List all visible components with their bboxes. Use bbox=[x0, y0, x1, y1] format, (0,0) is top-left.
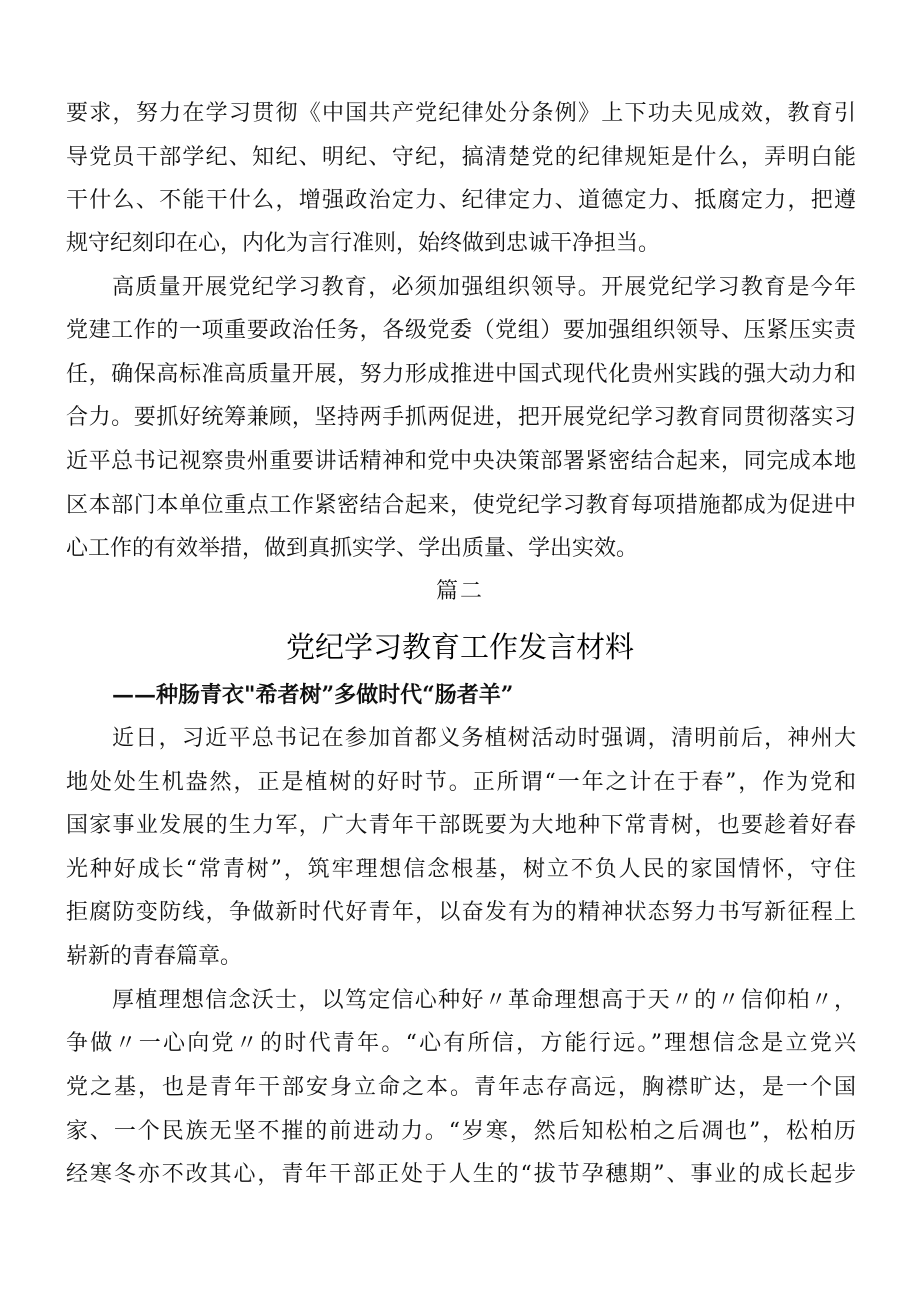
para1-line-1: 要求，努力在学习贯彻《中国共产党纪律处分条例》上下功夫见成效，教育引 bbox=[66, 101, 856, 126]
para4-line-5: 经寒冬亦不改其心，青年干部正处于人生的“拔节孕穗期”、事业的成长起步 bbox=[66, 1162, 856, 1187]
section-label: 篇二 bbox=[435, 579, 484, 604]
para4-line-4: 家、一个民族无坚不摧的前进动力。“岁寒，然后知松柏之后凋也”，松柏历 bbox=[66, 1119, 856, 1144]
para4-line-1: 厚植理想信念沃士，以笃定信心种好〃革命理想高于天〃的〃信仰柏〃， bbox=[112, 988, 856, 1013]
para4-line-2: 争做〃一心向党〃的时代青年。“心有所信，方能行远。”理想信念是立党兴 bbox=[66, 1031, 856, 1056]
para3-line-4: 光种好成长“常青树”，筑牢理想信念根基，树立不负人民的家国情怀，守住 bbox=[66, 857, 856, 882]
para3-line-2: 地处处生机盎然，正是植树的好时节。正所谓“一年之计在于春”，作为党和 bbox=[66, 770, 856, 795]
para2-line-3: 任，确保高标准高质量开展，努力形成推进中国式现代化贵州实践的强大动力和 bbox=[66, 362, 856, 387]
page-title: 党纪学习教育工作发言材料 bbox=[285, 630, 634, 664]
para2-line-5: 近平总书记视察贵州重要讲话精神和党中央决策部署紧密结合起来，同完成本地 bbox=[66, 449, 856, 474]
para1-line-2: 导党员干部学纪、知纪、明纪、守纪，搞清楚党的纪律规矩是什么，弄明白能 bbox=[66, 145, 856, 170]
para1-line-3: 干什么、不能干什么，增强政治定力、纪律定力、道德定力、抵腐定力，把遵 bbox=[66, 188, 856, 213]
para3-line-1: 近日，习近平总书记在参加首都义务植树活动时强调，清明前后，神州大 bbox=[112, 726, 856, 751]
para2-line-6: 区本部门本单位重点工作紧密结合起来，使党纪学习教育每项措施都成为促进中 bbox=[66, 493, 856, 518]
para2-line-7: 心工作的有效举措，做到真抓实学、学出质量、学出实效。 bbox=[66, 536, 639, 561]
para1-line-4: 规守纪刻印在心，内化为言行准则，始终做到忠诚干净担当。 bbox=[66, 231, 661, 256]
para2-line-2: 党建工作的一项重要政治任务，各级党委（党组）要加强组织领导、压紧压实责 bbox=[66, 318, 856, 343]
para2-line-4: 合力。要抓好统筹兼顾，坚持两手抓两促进，把开展党纪学习教育同贯彻落实习 bbox=[66, 405, 856, 430]
page-subtitle: ——种肠青衣"希者树”多做时代“肠者羊” bbox=[112, 682, 514, 708]
para2-line-1: 高质量开展党纪学习教育，必须加强组织领导。开展党纪学习教育是今年 bbox=[112, 275, 856, 300]
para3-line-6: 崭新的青春篇章。 bbox=[66, 944, 243, 969]
para4-line-3: 党之基，也是青年干部安身立命之本。青年志存高远，胸襟旷达，是一个国 bbox=[66, 1075, 856, 1100]
para3-line-5: 拒腐防变防线，争做新时代好青年，以奋发有为的精神状态努力书写新征程上 bbox=[66, 900, 856, 925]
para3-line-3: 国家事业发展的生力军，广大青年干部既要为大地种下常青树，也要趁着好春 bbox=[66, 813, 856, 838]
